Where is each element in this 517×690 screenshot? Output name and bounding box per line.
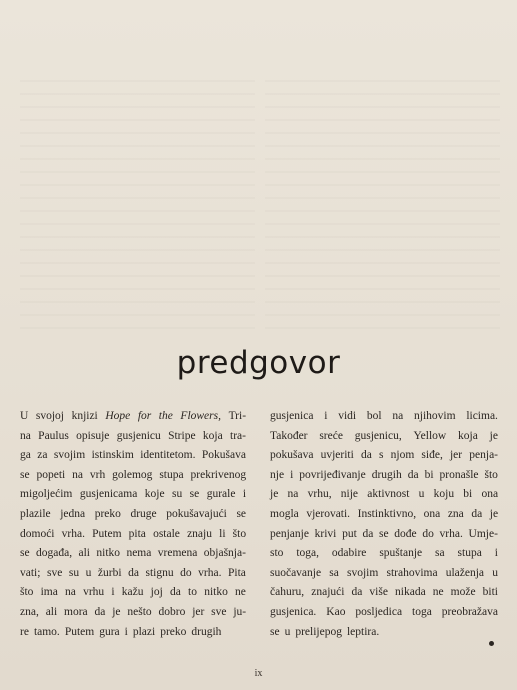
page-number: ix bbox=[254, 668, 263, 679]
text-column-left bbox=[20, 407, 246, 642]
text-line: gusjenica i vidi bol na njihovim licima. bbox=[270, 410, 498, 422]
text-column-right bbox=[270, 407, 498, 642]
text-line: domoći vrha. Putem pita ostale znaju li što bbox=[20, 527, 247, 540]
text-line: Također sreće gusjenicu, Yellow koja je bbox=[270, 429, 498, 442]
text-line: sto toga, odabire spuštanje sa stupa i bbox=[270, 547, 498, 560]
text-line: gusjenica. Kao posljedica toga preobražava bbox=[270, 605, 498, 618]
text-line: re tamo. Putem gura i plazi preko drugih bbox=[20, 625, 222, 638]
text-line: se događa, ali nitko nema vremena objašnja- bbox=[20, 547, 246, 560]
bleed-through-text-left bbox=[20, 80, 255, 330]
text-line: je na vrhu, nije aktivnost u koju bi ona bbox=[270, 488, 499, 501]
text-line: na Paulus opisuje gusjenicu Stripe koja tra- bbox=[20, 429, 246, 442]
text-line: nje i povrijeđivanje drugih da bi pronašle što bbox=[270, 468, 498, 481]
text-line: što ima na vrhu i kažu joj da to nitko ne bbox=[20, 586, 246, 599]
text-line: penjanje krivi put da se dođe do vrha. Umje- bbox=[270, 527, 498, 540]
text-line: ga za svojim istinskim identitetom. Pokušava bbox=[20, 449, 246, 462]
bullet-dot bbox=[489, 641, 494, 646]
chapter-heading: predgovor bbox=[176, 345, 341, 381]
text-line: pokušava uvjeriti da s njom siđe, jer penja- bbox=[270, 449, 499, 462]
text-line: zna, ali mora da je nešto dobro jer sve ju- bbox=[20, 605, 247, 618]
bleed-through-text-right bbox=[265, 80, 500, 330]
text-line: U svojoj knjizi Hope for the Flowers, Tri- bbox=[20, 410, 247, 422]
text-line: se u prelijepog leptira. bbox=[270, 625, 380, 638]
text-line: se popeti na vrh golemog stupa prekrivenog bbox=[20, 468, 247, 481]
text-line: plazile jedna preko druge pokušavajući se bbox=[20, 507, 247, 520]
text-line: mogla vjerovati. Instinktivno, ona zna da je bbox=[270, 507, 499, 520]
text-line: vati; sve su u žurbi da stignu do vrha. Pita bbox=[20, 566, 246, 579]
text-line: suočavanje sa svojim strahovima ulaženja u bbox=[270, 566, 498, 579]
text-line: čahuru, znajući da više nikada ne može biti bbox=[270, 586, 498, 599]
text-line: migoljećim gusjenicama koje su se gurale i bbox=[20, 488, 247, 501]
